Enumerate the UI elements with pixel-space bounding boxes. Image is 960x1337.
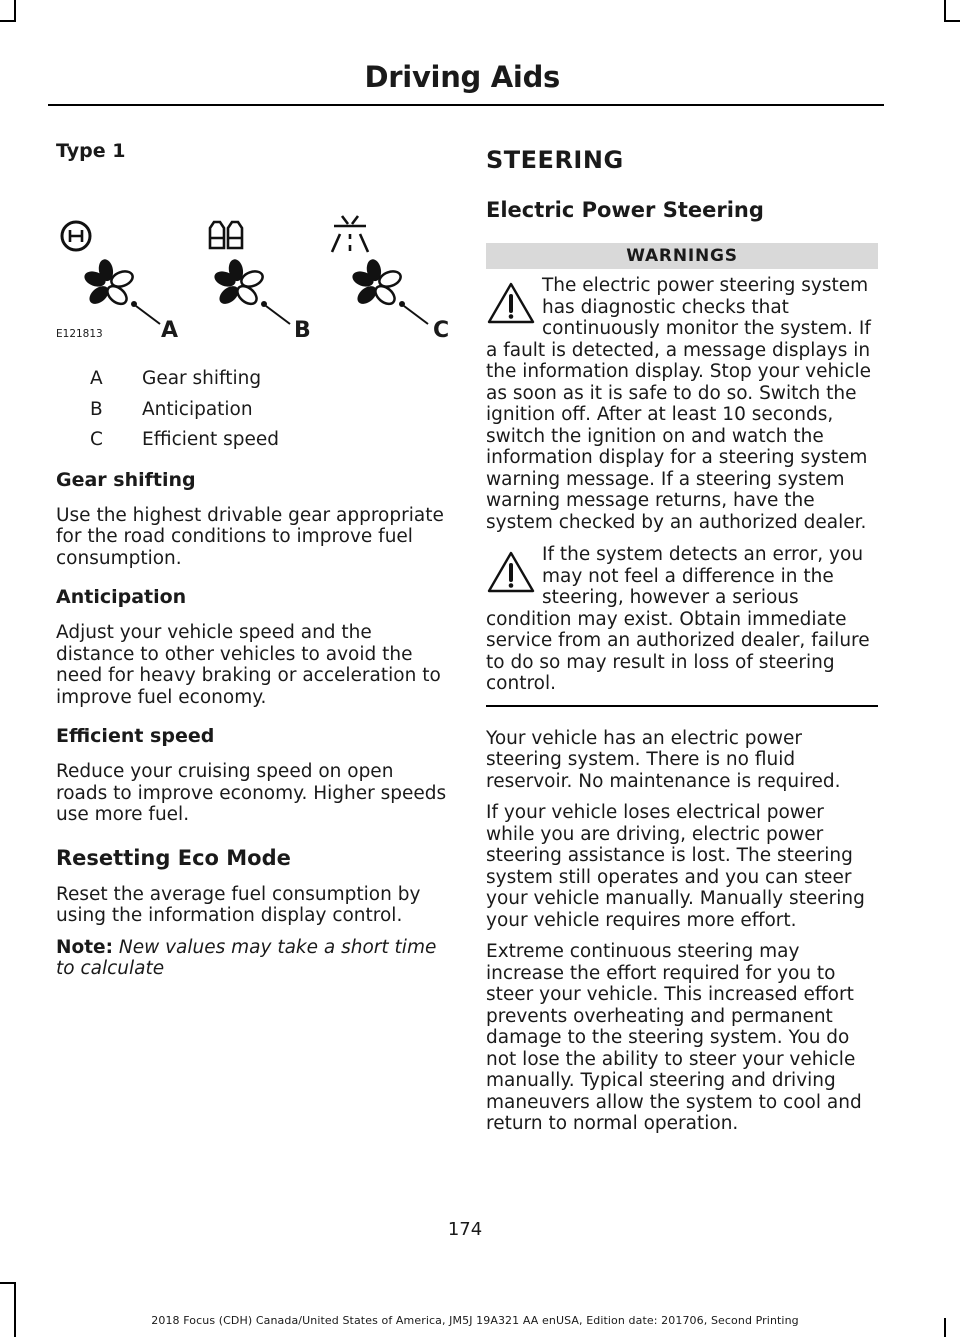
road-icon [332, 216, 368, 252]
warning-text-2: If the system detects an error, you may not feel a difference in the steering, however a serious condition may exist. Obtain immediate service from an authorized dealer, failure to do so may result in loss of steering control. [486, 544, 870, 694]
steering-heading: STEERING [486, 146, 624, 174]
page-header-title: Driving Aids [364, 60, 560, 94]
type-heading: Type 1 [56, 140, 126, 162]
legend-text: Efficient speed [142, 429, 280, 450]
gear-shifting-heading: Gear shifting [56, 468, 196, 491]
eco-mode-figure [56, 176, 456, 346]
header-rule [48, 104, 884, 106]
legend-text: Anticipation [142, 398, 253, 420]
anticipation-text: Adjust your vehicle speed and the distance to other vehicles to avoid the need for heavy braking or acceleration to improve fuel economy. [56, 622, 441, 708]
efficient-speed-heading: Efficient speed [56, 725, 215, 747]
warning-triangle-icon [486, 550, 536, 594]
warning-triangle-icon [486, 281, 536, 325]
eco-leaves-icon [350, 258, 428, 324]
figure-legend [56, 368, 448, 450]
steering-paragraph-2: If your vehicle loses electrical power while you are driving, electric power steering assistance is lost. The steering system still operates and you can steer your vehicle manually. Manually steering your vehicle requires more effort. [486, 802, 865, 931]
warnings-bar: WARNINGS [486, 243, 878, 269]
gear-shifting-text: Use the highest drivable gear appropriate for the road conditions to improve fuel consumption. [56, 504, 444, 569]
figure-label-c: C [433, 318, 450, 343]
legend-row [56, 429, 448, 450]
note [56, 937, 448, 980]
eco-mode-illustration [56, 176, 456, 346]
warning-block [486, 544, 878, 695]
page-number: 174 [447, 1219, 483, 1240]
warning-text-1: The electric power steering system has diagnostic checks that continuously monitor the system. If a fault is detected, a message displays in the information display. Stop your vehicle as soon as it is safe to do so. Switch the ignition off. After at least 10 seconds, switch the ignition on and watch the information display for a steering system warning message. If a steering system warning message returns, have the system checked by an authorized dealer. [486, 275, 872, 533]
left-column [56, 140, 448, 980]
legend-letter: C [90, 429, 103, 450]
legend-letter: B [90, 398, 103, 420]
crop-mark [0, 20, 16, 22]
resetting-eco-mode-heading: Resetting Eco Mode [56, 845, 291, 870]
eco-leaves-icon [82, 258, 160, 324]
crop-mark [14, 0, 16, 20]
note-text: New values may take a short time to calculate [56, 936, 437, 979]
efficient-speed-text: Reduce your cruising speed on open roads to improve economy. Higher speeds use more fuel. [56, 761, 447, 825]
crop-mark [944, 0, 946, 20]
warning-block [486, 275, 878, 533]
gear-shift-icon [62, 222, 90, 250]
electric-power-steering-heading: Electric Power Steering [486, 198, 764, 222]
figure-code: E121813 [56, 328, 103, 340]
note-label: Note: [56, 936, 113, 958]
steering-paragraph-3: Extreme continuous steering may increase the effort required for you to steer your vehicle. This increased effort prevents overheating and permanent damage to the steering system. You do not lose the ability to steer your vehicle manually. Typical steering and driving maneuvers allow the system to cool and return to normal operation. [486, 941, 862, 1134]
steering-paragraph-1: Your vehicle has an electric power steering system. There is no fluid reservoir. No maintenance is required. [486, 727, 841, 792]
crop-mark [14, 1282, 16, 1337]
right-column [486, 146, 878, 1135]
eco-leaves-icon [212, 258, 290, 324]
legend-row [56, 368, 448, 389]
figure-label-a: A [161, 318, 179, 343]
figure-label-b: B [294, 318, 311, 343]
crop-mark [944, 20, 960, 22]
crop-mark [0, 1282, 16, 1284]
legend-letter: A [90, 368, 103, 389]
anticipation-heading: Anticipation [56, 586, 187, 608]
legend-text: Gear shifting [142, 368, 262, 389]
legend-row [56, 399, 448, 420]
resetting-eco-mode-text: Reset the average fuel consumption by using the information display control. [56, 883, 421, 926]
page-footer: 2018 Focus (CDH) Canada/United States of America, JM5J 19A321 AA enUSA, Edition date: 201706, Second Printing [151, 1314, 799, 1327]
anticipation-icon [210, 222, 242, 248]
